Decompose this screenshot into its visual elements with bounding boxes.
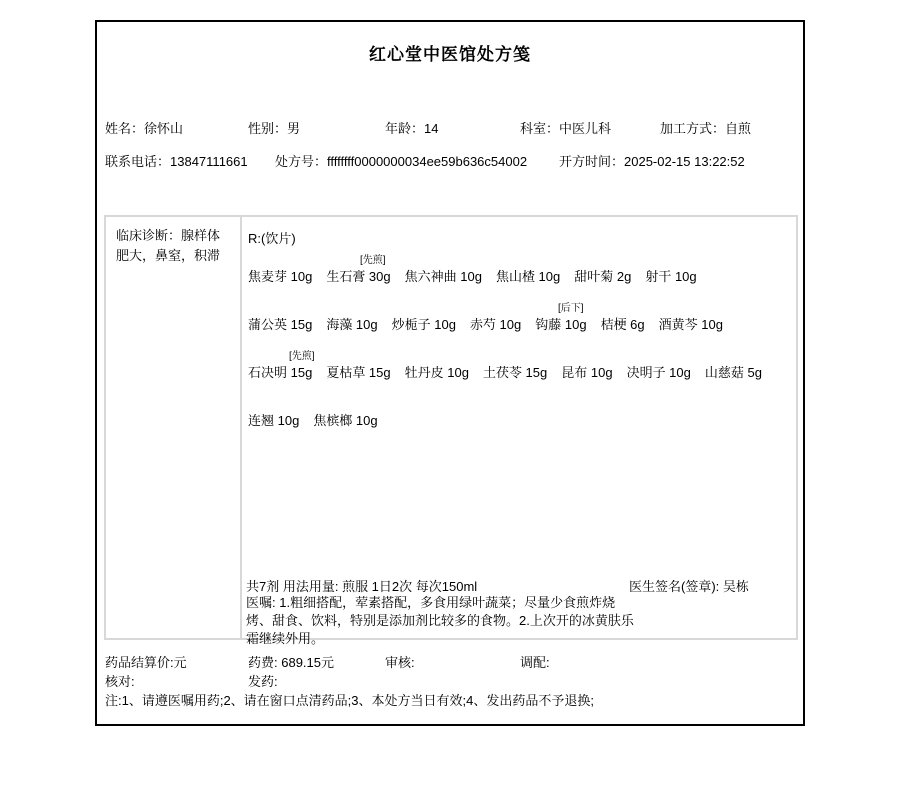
- herb-lines: [248, 250, 792, 442]
- field: [660, 118, 751, 137]
- page-title: 红心堂中医馆处方笺: [369, 45, 531, 64]
- rx-bottom: [246, 576, 792, 648]
- herb-item: 蒲公英 15g: [248, 317, 313, 332]
- field-value: 自煎: [725, 121, 752, 136]
- herb-item: 焦麦芽 10g: [248, 269, 313, 284]
- footer-note: 注:1、请遵医嘱用药;2、请在窗口点清药品;3、本处方当日有效;4、发出药品不予退换;: [105, 693, 594, 708]
- field-label: 核对:: [105, 674, 135, 689]
- field-label: 性别：: [248, 121, 288, 136]
- field-value: 2025-02-15 13:22:52: [624, 154, 745, 169]
- field-value: 男: [287, 121, 301, 136]
- herb-item: 赤芍 10g: [469, 317, 522, 332]
- footer-row-2: [97, 671, 803, 687]
- field-label: 审核:: [385, 655, 415, 670]
- field-value: 689.15元: [277, 655, 334, 670]
- field-label: 加工方式：: [660, 121, 726, 136]
- rx-area: [242, 217, 796, 646]
- field: [105, 652, 187, 671]
- doctor-name: 吴栋: [722, 579, 749, 594]
- field-value: 14: [424, 121, 439, 136]
- herb-row: [248, 362, 792, 381]
- decoction-method-tag: [先煎]: [360, 255, 386, 266]
- herb-item: 夏枯草 15g: [326, 365, 391, 380]
- herb-item: 昆布 10g: [561, 365, 613, 380]
- field: [105, 151, 248, 170]
- contact-info-row: [97, 151, 803, 169]
- decoction-method-tag: [后下]: [558, 303, 584, 314]
- field-label: 药费:: [248, 655, 278, 670]
- herb-item: 石决明 15g: [248, 365, 313, 380]
- field-value: 13847111661: [170, 154, 248, 169]
- diagnosis-label: 临床诊断：: [116, 228, 182, 243]
- field-label: 调配:: [520, 655, 550, 670]
- field: [275, 151, 527, 170]
- field: [559, 151, 745, 170]
- herb-row: [248, 314, 792, 333]
- field: [248, 671, 278, 690]
- herb-item: 山慈菇 5g: [704, 365, 762, 380]
- field: [385, 652, 415, 671]
- field: [248, 652, 334, 671]
- field: [105, 671, 135, 690]
- herb-item: 生石膏 30g: [326, 269, 391, 284]
- herb-item: 焦山楂 10g: [495, 269, 561, 284]
- field-label: 开方时间：: [559, 154, 625, 169]
- prescription-sheet: [95, 20, 805, 726]
- field-label: 发药:: [248, 674, 278, 689]
- field: [105, 118, 183, 137]
- footer-row-1: [97, 652, 803, 668]
- diagnosis-value: 腺样体肥大，鼻窒，积滞: [116, 228, 221, 264]
- rx-header: R:(饮片): [248, 231, 296, 246]
- field: [520, 118, 611, 137]
- field: [248, 118, 300, 137]
- patient-info-row: [97, 118, 803, 136]
- clinical-diagnosis: [106, 217, 242, 638]
- herb-item: 酒黄芩 10g: [658, 317, 723, 332]
- medical-instructions: 医嘱: 1.粗细搭配，荤素搭配，多食用绿叶蔬菜；尽量少食煎炸烧烤、甜食、饮料，特别是添加剂比较多的食物。2.上次开的冰黄肤乐霜继续外用。: [246, 595, 634, 646]
- field-label: 联系电话：: [105, 154, 171, 169]
- dosage-summary: 共7剂 用法用量: 煎服 1日2次 每次150ml: [246, 579, 478, 594]
- herb-item: 焦六神曲 10g: [404, 269, 482, 284]
- herb-row: [248, 266, 792, 285]
- herb-item: 焦槟榔 10g: [313, 413, 378, 428]
- field-value: ffffffff0000000034ee59b636c54002: [327, 154, 528, 169]
- field-label: 药品结算价:: [105, 655, 174, 670]
- herb-item: 海藻 10g: [326, 317, 378, 332]
- herb-line: [248, 346, 792, 382]
- herb-line: [248, 394, 792, 430]
- herb-item: 桔梗 6g: [600, 317, 645, 332]
- herb-item: 决明子 10g: [626, 365, 691, 380]
- doctor-signature: [629, 576, 749, 595]
- herb-line: [248, 250, 792, 286]
- herb-item: 射干 10g: [645, 269, 697, 284]
- herb-item: 钩藤 10g: [535, 317, 587, 332]
- field-value: 元: [173, 655, 187, 670]
- prescription-detail-box: [104, 215, 798, 646]
- dosage-summary-row: [246, 576, 792, 594]
- field-value: 中医儿科: [559, 121, 612, 136]
- herb-row: [248, 410, 792, 429]
- field-value: 徐怀山: [144, 121, 184, 136]
- field-label: 处方号：: [275, 154, 328, 169]
- herb-item: 甜叶菊 2g: [574, 269, 632, 284]
- herb-item: 连翘 10g: [248, 413, 300, 428]
- decoction-method-tag: [先煎]: [289, 351, 315, 362]
- field-label: 姓名：: [105, 121, 145, 136]
- field-label: 年龄：: [385, 121, 425, 136]
- herb-line: [248, 298, 792, 334]
- herb-item: 炒栀子 10g: [391, 317, 456, 332]
- doctor-signature-label: 医生签名(签章):: [629, 579, 723, 594]
- herb-item: 土茯苓 15g: [482, 365, 548, 380]
- field: [520, 652, 550, 671]
- field-label: 科室：: [520, 121, 560, 136]
- field: [385, 118, 438, 137]
- herb-item: 牡丹皮 10g: [404, 365, 469, 380]
